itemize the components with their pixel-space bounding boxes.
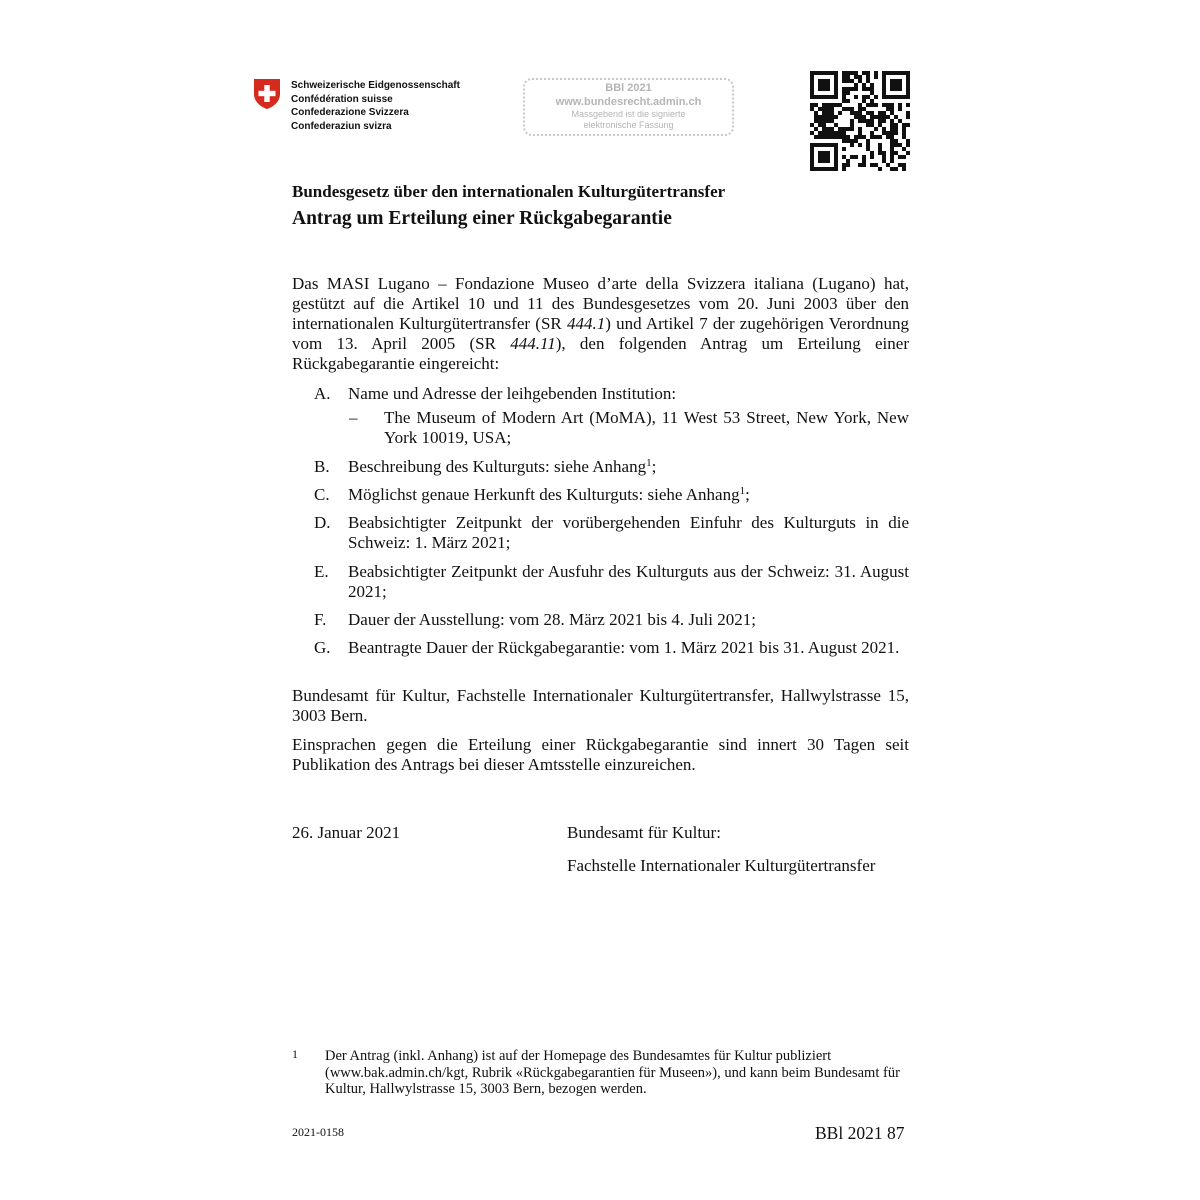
authority-paragraph: Bundesamt für Kultur, Fachstelle Internationaler Kulturgütertransfer, Hallwylstrasse 15, 3003 Bern.: [292, 686, 909, 725]
stamp-line-3: Massgebend ist die signierte: [571, 109, 686, 119]
document-title: Antrag um Erteilung einer Rückgabegarantie: [292, 208, 672, 229]
list-item-text-tail: ;: [745, 485, 750, 504]
list-item-text-tail: ;: [651, 457, 657, 476]
confederation-wordmark: [291, 79, 460, 133]
stamp-line-2: www.bundesrecht.admin.ch: [555, 96, 702, 108]
document-date: 26. Januar 2021: [292, 823, 401, 842]
document-id: 2021-0158: [292, 1125, 344, 1139]
confederation-line-de: Schweizerische Eidgenossenschaft: [291, 80, 460, 91]
sr-reference-1: 444.1: [566, 314, 606, 333]
law-title: Bundesgesetz über den internationalen Kulturgütertransfer: [292, 182, 726, 201]
footnote-text: Der Antrag (inkl. Anhang) ist auf der Homepage des Bundesamtes für Kultur publiziert (www.bak.admin.ch/kgt, Rubrik «Rückgabegarantien für Museen»), und kann beim Bundesamt für Kultur, Hallwylstrasse 15, 3003 Bern, bezogen werden.: [325, 1048, 900, 1097]
publication-stamp: [523, 78, 734, 136]
list-dash: –: [349, 408, 358, 427]
list-item-label: A.: [314, 384, 331, 403]
list-item-text-main: Möglichst genaue Herkunft des Kulturguts: siehe Anhang: [348, 485, 740, 504]
list-item-text: Beantragte Dauer der Rückgabegarantie: vom 1. März 2021 bis 31. August 2021.: [348, 638, 900, 657]
list-item-label: G.: [314, 638, 331, 657]
list-item-text: Beabsichtigter Zeitpunkt der vorübergehenden Einfuhr des Kulturguts in die Schweiz: 1. März 2021;: [348, 513, 909, 552]
list-item-text: Name und Adresse der leihgebenden Institution:: [348, 384, 677, 403]
stamp-line-1: BBl 2021: [605, 82, 652, 94]
list-item-label: F.: [314, 610, 327, 629]
list-item-label: B.: [314, 457, 330, 476]
footnote-ref: 1: [739, 485, 746, 497]
confederation-line-it: Confederazione Svizzera: [291, 107, 409, 118]
footnote-number: 1: [292, 1047, 298, 1061]
list-item-label: C.: [314, 485, 330, 504]
intro-part-2: ) und Artikel 7 der zugehörigen Verordnung vom 13. April 2005 (SR: [292, 314, 909, 353]
list-item-label: E.: [314, 562, 329, 581]
stamp-line-4: elektronische Fassung: [583, 120, 674, 130]
signature-unit: Fachstelle Internationaler Kulturgütertransfer: [567, 856, 876, 875]
intro-part-3: ), den folgenden Antrag um Erteilung einer Rückgabegarantie eingereicht:: [292, 334, 909, 373]
intro-part-1: Das MASI Lugano – Fondazione Museo d’arte della Svizzera italiana (Lugano) hat, gestützt auf die Artikel 10 und 11 des Bundesgesetzes vom 20. Juni 2003 über den internationalen Kulturgütertransfer (SR: [292, 274, 909, 333]
sr-reference-2: 444.11: [510, 334, 556, 353]
lender-address: The Museum of Modern Art (MoMA), 11 West 53 Street, New York, New York 10019, USA;: [384, 408, 909, 447]
objection-paragraph: Einsprachen gegen die Erteilung einer Rückgabegarantie sind innert 30 Tagen seit Publikation des Antrags bei dieser Amtsstelle einzureichen.: [292, 735, 909, 774]
list-item-text: [348, 457, 909, 477]
list-item-label: D.: [314, 513, 331, 532]
swiss-flag-icon: [252, 78, 282, 110]
list-item-text: Dauer der Ausstellung: vom 28. März 2021 bis 4. Juli 2021;: [348, 610, 756, 629]
confederation-line-rm: Confederaziun svizra: [291, 120, 392, 132]
list-item-text: [348, 485, 909, 505]
signature-office: Bundesamt für Kultur:: [567, 823, 721, 842]
qr-code-icon: [810, 71, 910, 171]
confederation-line-fr: Confédération suisse: [291, 93, 393, 105]
page-reference: BBl 2021 87: [815, 1123, 905, 1143]
list-item-text-main: Beschreibung des Kulturguts: siehe Anhang: [348, 457, 647, 476]
footnote-ref: 1: [646, 457, 652, 469]
list-item-text: Beabsichtigter Zeitpunkt der Ausfuhr des Kulturguts aus der Schweiz: 31. August 2021;: [348, 562, 909, 601]
intro-paragraph: [292, 274, 909, 374]
